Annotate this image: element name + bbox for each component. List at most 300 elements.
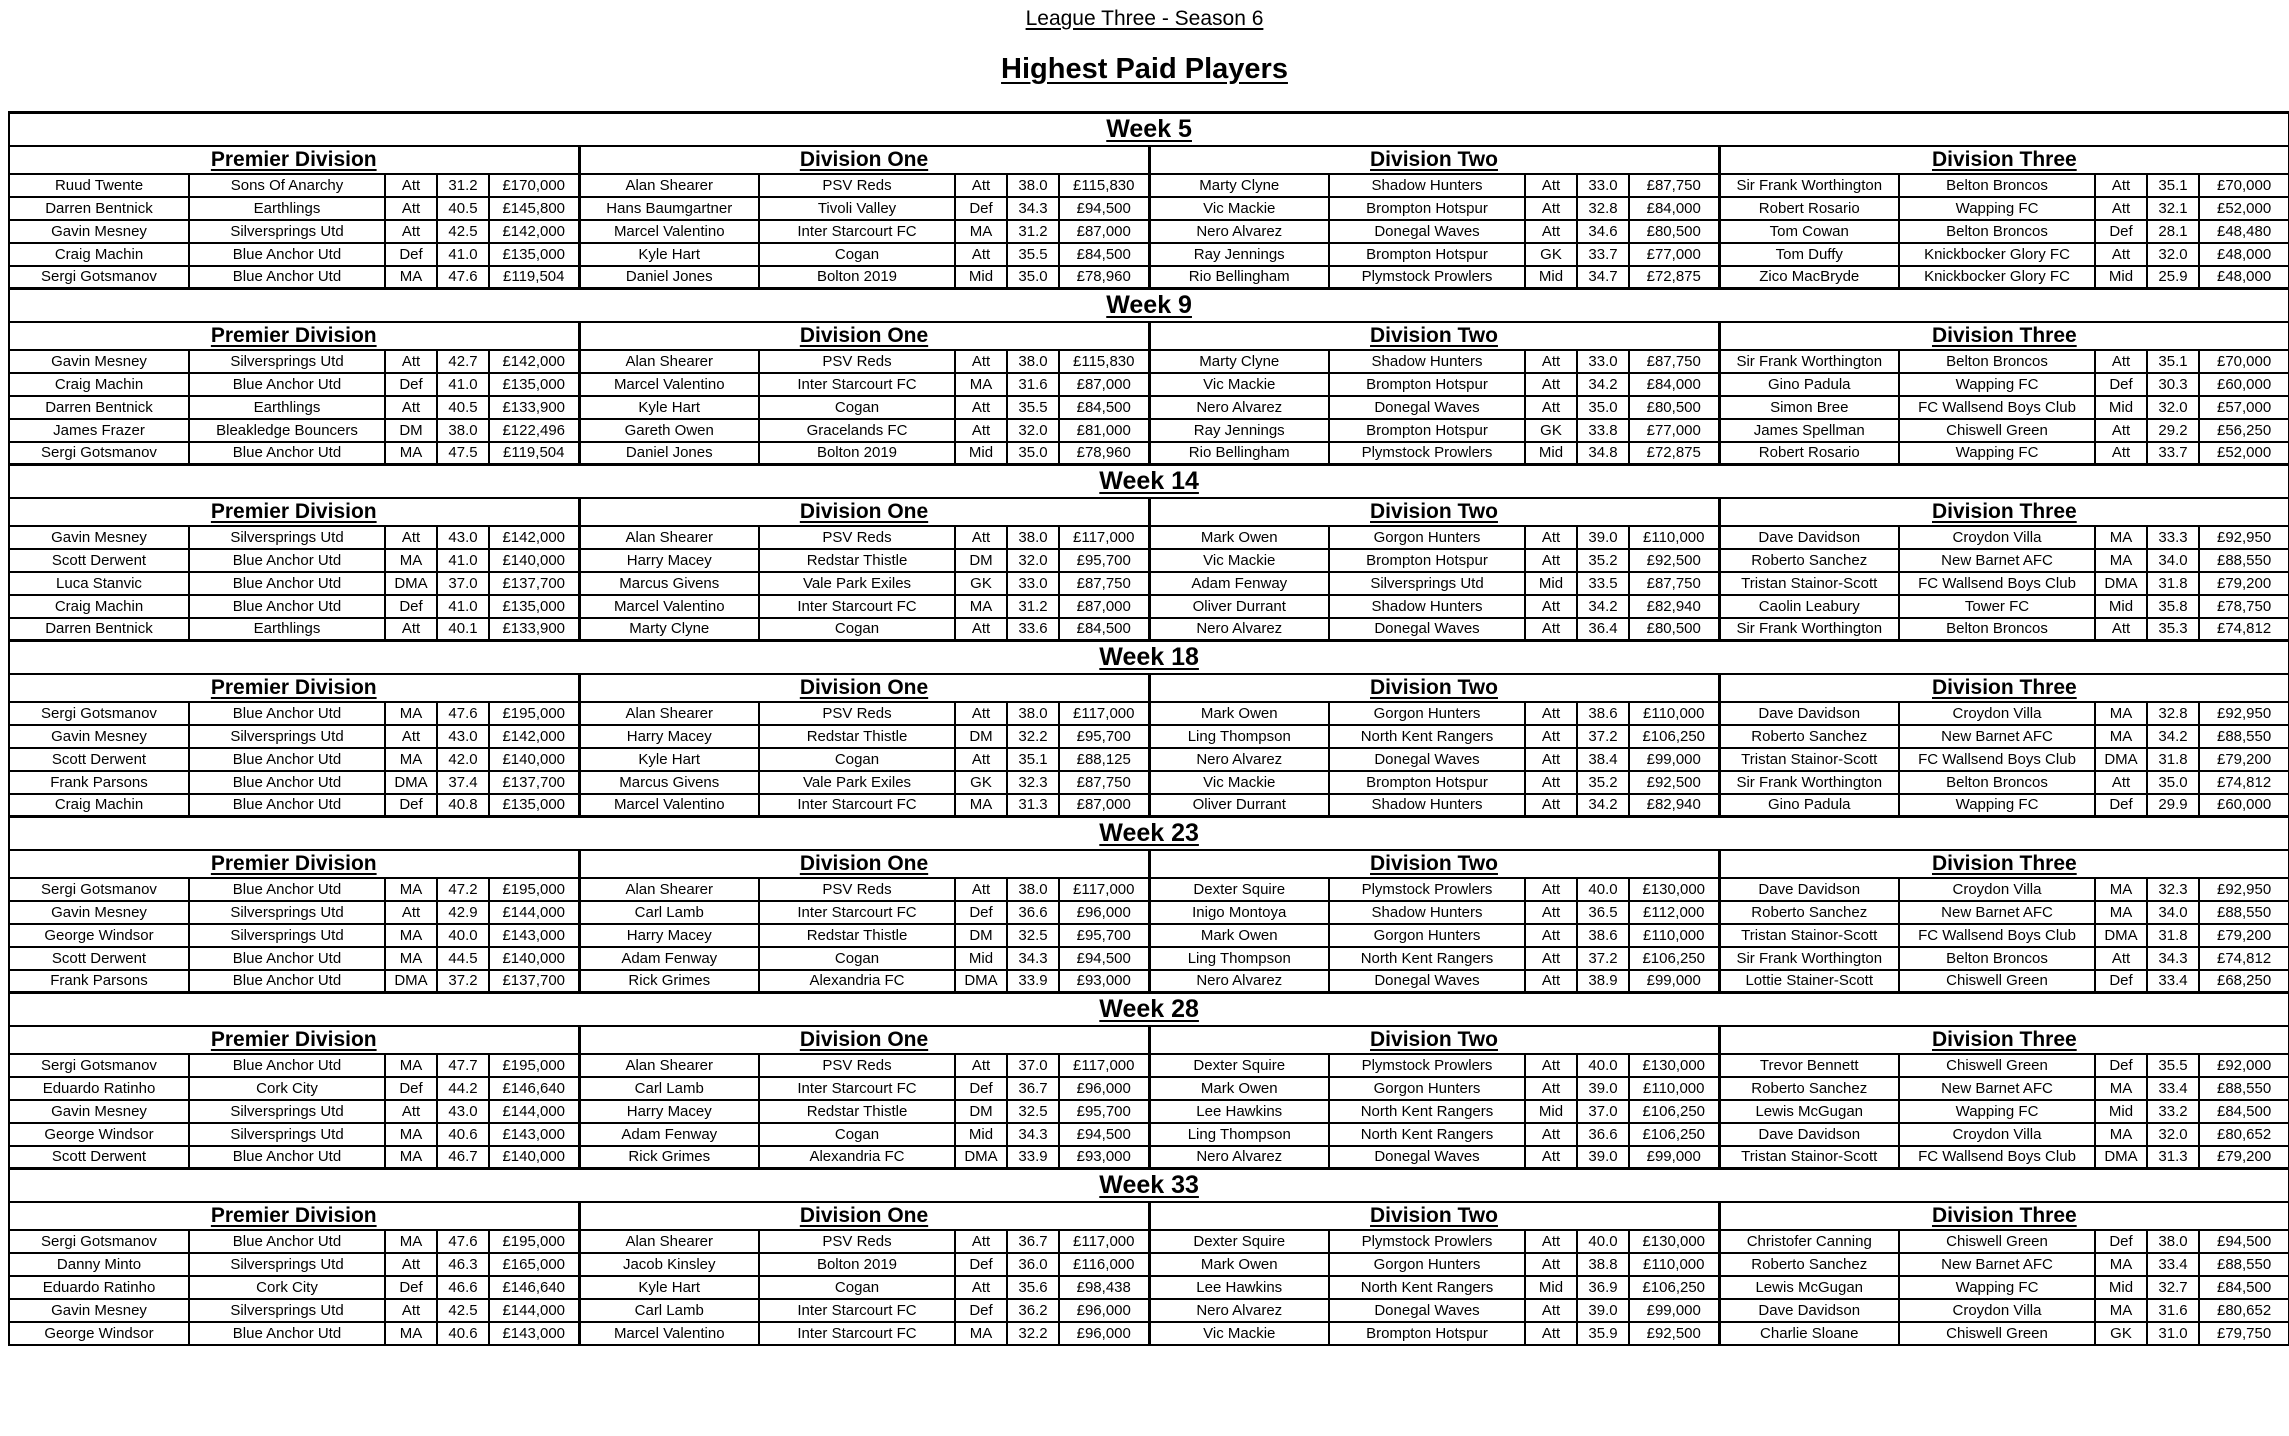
player-name-cell: Tom Cowan bbox=[1719, 220, 1899, 243]
player-name-cell: Ling Thompson bbox=[1149, 947, 1329, 970]
player-row bbox=[9, 1100, 2289, 1123]
club-cell: Croydon Villa bbox=[1899, 1299, 2095, 1322]
club-cell: Gorgon Hunters bbox=[1329, 526, 1525, 549]
position-cell: Mid bbox=[955, 947, 1007, 970]
player-name-cell: Craig Machin bbox=[9, 373, 189, 396]
position-cell: Att bbox=[1525, 526, 1577, 549]
wage-cell: £110,000 bbox=[1629, 526, 1719, 549]
player-name-cell: Tristan Stainor-Scott bbox=[1719, 572, 1899, 595]
club-cell: Plymstock Prowlers bbox=[1329, 442, 1525, 465]
age-cell: 31.6 bbox=[2147, 1299, 2199, 1322]
club-cell: Donegal Waves bbox=[1329, 1146, 1525, 1169]
player-name-cell: Adam Fenway bbox=[579, 1123, 759, 1146]
wage-cell: £140,000 bbox=[489, 748, 579, 771]
player-name-cell: Charlie Sloane bbox=[1719, 1322, 1899, 1345]
position-cell: Def bbox=[955, 1077, 1007, 1100]
club-cell: PSV Reds bbox=[759, 526, 955, 549]
wage-cell: £84,500 bbox=[1059, 243, 1149, 266]
age-cell: 33.7 bbox=[2147, 442, 2199, 465]
wage-cell: £133,900 bbox=[489, 396, 579, 419]
position-cell: Att bbox=[1525, 794, 1577, 817]
age-cell: 38.0 bbox=[1007, 526, 1059, 549]
position-cell: Mid bbox=[955, 266, 1007, 289]
wage-cell: £99,000 bbox=[1629, 1146, 1719, 1169]
club-cell: Gorgon Hunters bbox=[1329, 702, 1525, 725]
player-name-cell: Alan Shearer bbox=[579, 350, 759, 373]
player-name-cell: Ling Thompson bbox=[1149, 725, 1329, 748]
club-cell: Silversprings Utd bbox=[189, 1123, 385, 1146]
wage-cell: £70,000 bbox=[2199, 350, 2289, 373]
position-cell: Att bbox=[385, 350, 437, 373]
club-cell: Earthlings bbox=[189, 396, 385, 419]
player-name-cell: Marty Clyne bbox=[1149, 350, 1329, 373]
wage-cell: £84,500 bbox=[1059, 618, 1149, 641]
age-cell: 42.5 bbox=[437, 220, 489, 243]
division-header bbox=[579, 1026, 1149, 1054]
position-cell: DMA bbox=[385, 771, 437, 794]
age-cell: 37.2 bbox=[1577, 947, 1629, 970]
player-row bbox=[9, 442, 2289, 465]
age-cell: 32.0 bbox=[2147, 1123, 2199, 1146]
division-header-label: Division Three bbox=[1932, 1027, 2077, 1051]
wage-cell: £87,750 bbox=[1629, 350, 1719, 373]
wage-cell: £146,640 bbox=[489, 1276, 579, 1299]
wage-cell: £93,000 bbox=[1059, 1146, 1149, 1169]
wage-cell: £87,000 bbox=[1059, 794, 1149, 817]
player-name-cell: George Windsor bbox=[9, 1322, 189, 1345]
division-header-label: Division Two bbox=[1370, 1203, 1498, 1227]
player-name-cell: Sergi Gotsmanov bbox=[9, 702, 189, 725]
player-row bbox=[9, 618, 2289, 641]
player-name-cell: Carl Lamb bbox=[579, 1077, 759, 1100]
wage-cell: £96,000 bbox=[1059, 1322, 1149, 1345]
club-cell: New Barnet AFC bbox=[1899, 1077, 2095, 1100]
document-subtitle-wrap bbox=[0, 31, 2289, 86]
division-header bbox=[579, 322, 1149, 350]
week-title-row bbox=[9, 289, 2289, 322]
wage-cell: £130,000 bbox=[1629, 1054, 1719, 1077]
club-cell: North Kent Rangers bbox=[1329, 1100, 1525, 1123]
position-cell: Def bbox=[2095, 970, 2147, 993]
position-cell: MA bbox=[2095, 526, 2147, 549]
age-cell: 33.0 bbox=[1577, 350, 1629, 373]
player-name-cell: Harry Macey bbox=[579, 924, 759, 947]
player-name-cell: Dave Davidson bbox=[1719, 702, 1899, 725]
division-header-label: Division Two bbox=[1370, 675, 1498, 699]
position-cell: Att bbox=[385, 197, 437, 220]
player-name-cell: Lee Hawkins bbox=[1149, 1276, 1329, 1299]
position-cell: MA bbox=[385, 1123, 437, 1146]
club-cell: Redstar Thistle bbox=[759, 924, 955, 947]
club-cell: North Kent Rangers bbox=[1329, 725, 1525, 748]
club-cell: Inter Starcourt FC bbox=[759, 220, 955, 243]
player-name-cell: Eduardo Ratinho bbox=[9, 1276, 189, 1299]
age-cell: 32.1 bbox=[2147, 197, 2199, 220]
wage-cell: £112,000 bbox=[1629, 901, 1719, 924]
club-cell: Blue Anchor Utd bbox=[189, 1322, 385, 1345]
age-cell: 32.0 bbox=[2147, 243, 2199, 266]
age-cell: 35.0 bbox=[2147, 771, 2199, 794]
player-name-cell: Gareth Owen bbox=[579, 419, 759, 442]
wage-cell: £142,000 bbox=[489, 220, 579, 243]
club-cell: Blue Anchor Utd bbox=[189, 1054, 385, 1077]
division-header-row bbox=[9, 674, 2289, 702]
wage-cell: £87,750 bbox=[1059, 771, 1149, 794]
player-name-cell: Tom Duffy bbox=[1719, 243, 1899, 266]
age-cell: 41.0 bbox=[437, 595, 489, 618]
week-title bbox=[9, 817, 2289, 850]
club-cell: Brompton Hotspur bbox=[1329, 243, 1525, 266]
position-cell: Mid bbox=[1525, 572, 1577, 595]
club-cell: Shadow Hunters bbox=[1329, 595, 1525, 618]
age-cell: 32.8 bbox=[1577, 197, 1629, 220]
age-cell: 33.8 bbox=[1577, 419, 1629, 442]
player-name-cell: George Windsor bbox=[9, 924, 189, 947]
week-title-label: Week 33 bbox=[1099, 1170, 1199, 1199]
position-cell: Def bbox=[385, 1276, 437, 1299]
wage-cell: £106,250 bbox=[1629, 1100, 1719, 1123]
club-cell: FC Wallsend Boys Club bbox=[1899, 572, 2095, 595]
player-name-cell: Lewis McGugan bbox=[1719, 1276, 1899, 1299]
position-cell: Att bbox=[2095, 618, 2147, 641]
wage-cell: £115,830 bbox=[1059, 174, 1149, 197]
position-cell: Def bbox=[955, 197, 1007, 220]
age-cell: 32.2 bbox=[1007, 725, 1059, 748]
position-cell: Att bbox=[2095, 947, 2147, 970]
club-cell: Alexandria FC bbox=[759, 970, 955, 993]
age-cell: 32.0 bbox=[2147, 396, 2199, 419]
player-name-cell: Ray Jennings bbox=[1149, 243, 1329, 266]
player-name-cell: Tristan Stainor-Scott bbox=[1719, 924, 1899, 947]
wage-cell: £99,000 bbox=[1629, 970, 1719, 993]
club-cell: Chiswell Green bbox=[1899, 1054, 2095, 1077]
position-cell: MA bbox=[385, 442, 437, 465]
club-cell: Shadow Hunters bbox=[1329, 350, 1525, 373]
position-cell: Mid bbox=[1525, 1276, 1577, 1299]
club-cell: Belton Broncos bbox=[1899, 174, 2095, 197]
player-name-cell: Hans Baumgartner bbox=[579, 197, 759, 220]
club-cell: Inter Starcourt FC bbox=[759, 595, 955, 618]
player-name-cell: Alan Shearer bbox=[579, 702, 759, 725]
wage-cell: £144,000 bbox=[489, 1299, 579, 1322]
age-cell: 35.0 bbox=[1007, 442, 1059, 465]
week-title-row bbox=[9, 465, 2289, 498]
player-name-cell: Lottie Stainer-Scott bbox=[1719, 970, 1899, 993]
age-cell: 31.3 bbox=[1007, 794, 1059, 817]
player-name-cell: Roberto Sanchez bbox=[1719, 725, 1899, 748]
position-cell: Att bbox=[955, 526, 1007, 549]
club-cell: Inter Starcourt FC bbox=[759, 794, 955, 817]
division-header bbox=[1719, 146, 2289, 174]
player-name-cell: Scott Derwent bbox=[9, 947, 189, 970]
week-title-row bbox=[9, 1169, 2289, 1202]
division-header-label: Premier Division bbox=[210, 851, 377, 875]
division-header bbox=[9, 850, 579, 878]
player-name-cell: Luca Stanvic bbox=[9, 572, 189, 595]
club-cell: Silversprings Utd bbox=[189, 1253, 385, 1276]
position-cell: DM bbox=[385, 419, 437, 442]
position-cell: Att bbox=[385, 1100, 437, 1123]
player-row bbox=[9, 970, 2289, 993]
player-name-cell: Nero Alvarez bbox=[1149, 748, 1329, 771]
club-cell: FC Wallsend Boys Club bbox=[1899, 396, 2095, 419]
player-name-cell: Vic Mackie bbox=[1149, 197, 1329, 220]
club-cell: PSV Reds bbox=[759, 350, 955, 373]
position-cell: Att bbox=[2095, 419, 2147, 442]
player-row bbox=[9, 350, 2289, 373]
division-header bbox=[1719, 498, 2289, 526]
wage-cell: £119,504 bbox=[489, 442, 579, 465]
player-name-cell: Roberto Sanchez bbox=[1719, 549, 1899, 572]
position-cell: MA bbox=[2095, 1077, 2147, 1100]
division-header-label: Division Three bbox=[1932, 323, 2077, 347]
position-cell: Def bbox=[2095, 373, 2147, 396]
player-name-cell: Roberto Sanchez bbox=[1719, 1253, 1899, 1276]
week-title bbox=[9, 465, 2289, 498]
player-name-cell: Alan Shearer bbox=[579, 174, 759, 197]
position-cell: Att bbox=[1525, 924, 1577, 947]
week-title-label: Week 9 bbox=[1106, 290, 1192, 319]
position-cell: Mid bbox=[955, 442, 1007, 465]
age-cell: 32.0 bbox=[1007, 419, 1059, 442]
wage-cell: £106,250 bbox=[1629, 947, 1719, 970]
division-header bbox=[9, 146, 579, 174]
player-name-cell: Darren Bentnick bbox=[9, 197, 189, 220]
position-cell: DM bbox=[955, 1100, 1007, 1123]
club-cell: Bleakledge Bouncers bbox=[189, 419, 385, 442]
age-cell: 47.2 bbox=[437, 878, 489, 901]
wage-cell: £48,000 bbox=[2199, 266, 2289, 289]
club-cell: Cogan bbox=[759, 1123, 955, 1146]
club-cell: Shadow Hunters bbox=[1329, 174, 1525, 197]
position-cell: Att bbox=[1525, 1253, 1577, 1276]
week-title-label: Week 5 bbox=[1106, 114, 1192, 143]
player-name-cell: Eduardo Ratinho bbox=[9, 1077, 189, 1100]
division-header-label: Division One bbox=[799, 147, 929, 171]
wage-cell: £110,000 bbox=[1629, 1077, 1719, 1100]
club-cell: New Barnet AFC bbox=[1899, 549, 2095, 572]
age-cell: 46.7 bbox=[437, 1146, 489, 1169]
position-cell: DMA bbox=[385, 572, 437, 595]
wage-cell: £94,500 bbox=[2199, 1230, 2289, 1253]
wage-cell: £92,950 bbox=[2199, 702, 2289, 725]
wage-cell: £135,000 bbox=[489, 794, 579, 817]
document-header bbox=[0, 0, 2289, 31]
player-row bbox=[9, 373, 2289, 396]
age-cell: 38.0 bbox=[1007, 702, 1059, 725]
club-cell: Brompton Hotspur bbox=[1329, 197, 1525, 220]
position-cell: Att bbox=[2095, 442, 2147, 465]
club-cell: Knickbocker Glory FC bbox=[1899, 243, 2095, 266]
age-cell: 38.0 bbox=[1007, 350, 1059, 373]
position-cell: MA bbox=[385, 947, 437, 970]
player-name-cell: Carl Lamb bbox=[579, 1299, 759, 1322]
player-name-cell: Rick Grimes bbox=[579, 1146, 759, 1169]
wage-cell: £96,000 bbox=[1059, 1299, 1149, 1322]
player-name-cell: Sir Frank Worthington bbox=[1719, 771, 1899, 794]
position-cell: DM bbox=[955, 924, 1007, 947]
age-cell: 34.2 bbox=[1577, 794, 1629, 817]
club-cell: Cogan bbox=[759, 1276, 955, 1299]
age-cell: 34.6 bbox=[1577, 220, 1629, 243]
position-cell: Att bbox=[385, 725, 437, 748]
player-name-cell: Sir Frank Worthington bbox=[1719, 350, 1899, 373]
player-row bbox=[9, 419, 2289, 442]
wage-cell: £195,000 bbox=[489, 1230, 579, 1253]
age-cell: 38.0 bbox=[1007, 174, 1059, 197]
wage-cell: £52,000 bbox=[2199, 197, 2289, 220]
club-cell: Brompton Hotspur bbox=[1329, 771, 1525, 794]
wage-cell: £84,000 bbox=[1629, 373, 1719, 396]
division-header bbox=[1149, 1202, 1719, 1230]
division-header-row bbox=[9, 1026, 2289, 1054]
club-cell: Donegal Waves bbox=[1329, 748, 1525, 771]
wage-cell: £80,652 bbox=[2199, 1123, 2289, 1146]
position-cell: DMA bbox=[2095, 924, 2147, 947]
position-cell: Att bbox=[955, 1230, 1007, 1253]
wage-cell: £88,550 bbox=[2199, 1253, 2289, 1276]
player-name-cell: Jacob Kinsley bbox=[579, 1253, 759, 1276]
club-cell: Silversprings Utd bbox=[189, 725, 385, 748]
division-header bbox=[1149, 498, 1719, 526]
wage-cell: £106,250 bbox=[1629, 725, 1719, 748]
wage-cell: £99,000 bbox=[1629, 1299, 1719, 1322]
wage-cell: £92,500 bbox=[1629, 549, 1719, 572]
player-name-cell: James Frazer bbox=[9, 419, 189, 442]
division-header bbox=[579, 674, 1149, 702]
player-name-cell: Daniel Jones bbox=[579, 266, 759, 289]
player-name-cell: Vic Mackie bbox=[1149, 549, 1329, 572]
division-header-label: Division Two bbox=[1370, 147, 1498, 171]
player-name-cell: Darren Bentnick bbox=[9, 396, 189, 419]
position-cell: Att bbox=[385, 396, 437, 419]
page-title: League Three - Season 6 bbox=[1025, 7, 1264, 30]
position-cell: GK bbox=[955, 572, 1007, 595]
age-cell: 32.8 bbox=[2147, 702, 2199, 725]
position-cell: MA bbox=[385, 1230, 437, 1253]
position-cell: GK bbox=[2095, 1322, 2147, 1345]
division-header bbox=[9, 1026, 579, 1054]
wage-cell: £79,200 bbox=[2199, 748, 2289, 771]
age-cell: 31.2 bbox=[437, 174, 489, 197]
position-cell: DMA bbox=[385, 970, 437, 993]
wage-cell: £88,550 bbox=[2199, 725, 2289, 748]
age-cell: 47.6 bbox=[437, 266, 489, 289]
division-header-label: Division One bbox=[799, 851, 929, 875]
wage-cell: £133,900 bbox=[489, 618, 579, 641]
player-name-cell: Vic Mackie bbox=[1149, 373, 1329, 396]
club-cell: Wapping FC bbox=[1899, 794, 2095, 817]
club-cell: Silversprings Utd bbox=[189, 220, 385, 243]
wage-cell: £122,496 bbox=[489, 419, 579, 442]
club-cell: Inter Starcourt FC bbox=[759, 1077, 955, 1100]
age-cell: 33.0 bbox=[1007, 572, 1059, 595]
position-cell: Att bbox=[2095, 771, 2147, 794]
club-cell: Wapping FC bbox=[1899, 1100, 2095, 1123]
position-cell: Def bbox=[2095, 1054, 2147, 1077]
club-cell: Blue Anchor Utd bbox=[189, 748, 385, 771]
division-header-label: Premier Division bbox=[210, 323, 377, 347]
age-cell: 33.7 bbox=[1577, 243, 1629, 266]
position-cell: MA bbox=[955, 1322, 1007, 1345]
wage-cell: £88,550 bbox=[2199, 1077, 2289, 1100]
player-name-cell: Simon Bree bbox=[1719, 396, 1899, 419]
club-cell: Inter Starcourt FC bbox=[759, 1299, 955, 1322]
player-row bbox=[9, 1054, 2289, 1077]
position-cell: Def bbox=[955, 1299, 1007, 1322]
age-cell: 32.2 bbox=[1007, 1322, 1059, 1345]
player-row bbox=[9, 1253, 2289, 1276]
division-header bbox=[1719, 1202, 2289, 1230]
age-cell: 33.3 bbox=[2147, 526, 2199, 549]
wage-cell: £77,000 bbox=[1629, 243, 1719, 266]
age-cell: 40.6 bbox=[437, 1123, 489, 1146]
age-cell: 31.8 bbox=[2147, 572, 2199, 595]
age-cell: 37.2 bbox=[437, 970, 489, 993]
player-row bbox=[9, 1276, 2289, 1299]
age-cell: 35.5 bbox=[1007, 243, 1059, 266]
position-cell: Att bbox=[955, 1054, 1007, 1077]
age-cell: 33.9 bbox=[1007, 970, 1059, 993]
player-name-cell: Lee Hawkins bbox=[1149, 1100, 1329, 1123]
wage-cell: £80,500 bbox=[1629, 618, 1719, 641]
wage-cell: £96,000 bbox=[1059, 901, 1149, 924]
wage-cell: £117,000 bbox=[1059, 526, 1149, 549]
age-cell: 33.6 bbox=[1007, 618, 1059, 641]
position-cell: Att bbox=[1525, 549, 1577, 572]
age-cell: 38.0 bbox=[2147, 1230, 2199, 1253]
position-cell: Att bbox=[1525, 748, 1577, 771]
wage-cell: £143,000 bbox=[489, 1322, 579, 1345]
player-name-cell: Nero Alvarez bbox=[1149, 220, 1329, 243]
age-cell: 34.0 bbox=[2147, 549, 2199, 572]
age-cell: 33.5 bbox=[1577, 572, 1629, 595]
club-cell: Blue Anchor Utd bbox=[189, 771, 385, 794]
player-row bbox=[9, 595, 2289, 618]
age-cell: 30.3 bbox=[2147, 373, 2199, 396]
position-cell: Mid bbox=[2095, 266, 2147, 289]
club-cell: Bolton 2019 bbox=[759, 1253, 955, 1276]
wage-cell: £130,000 bbox=[1629, 878, 1719, 901]
player-name-cell: Dexter Squire bbox=[1149, 1054, 1329, 1077]
wage-cell: £74,812 bbox=[2199, 618, 2289, 641]
wage-cell: £142,000 bbox=[489, 350, 579, 373]
age-cell: 36.5 bbox=[1577, 901, 1629, 924]
club-cell: Blue Anchor Utd bbox=[189, 794, 385, 817]
age-cell: 40.5 bbox=[437, 396, 489, 419]
wage-cell: £87,750 bbox=[1059, 572, 1149, 595]
player-name-cell: Nero Alvarez bbox=[1149, 1146, 1329, 1169]
division-header-label: Division One bbox=[799, 1203, 929, 1227]
wage-cell: £99,000 bbox=[1629, 748, 1719, 771]
position-cell: Def bbox=[385, 1077, 437, 1100]
position-cell: MA bbox=[385, 549, 437, 572]
player-name-cell: Carl Lamb bbox=[579, 901, 759, 924]
wage-cell: £78,960 bbox=[1059, 442, 1149, 465]
wage-cell: £94,500 bbox=[1059, 197, 1149, 220]
age-cell: 41.0 bbox=[437, 243, 489, 266]
age-cell: 36.0 bbox=[1007, 1253, 1059, 1276]
club-cell: Cogan bbox=[759, 243, 955, 266]
division-header-label: Division Three bbox=[1932, 851, 2077, 875]
age-cell: 34.8 bbox=[1577, 442, 1629, 465]
position-cell: DMA bbox=[2095, 748, 2147, 771]
age-cell: 36.9 bbox=[1577, 1276, 1629, 1299]
wage-cell: £92,500 bbox=[1629, 1322, 1719, 1345]
position-cell: MA bbox=[385, 924, 437, 947]
age-cell: 36.6 bbox=[1577, 1123, 1629, 1146]
player-name-cell: Harry Macey bbox=[579, 549, 759, 572]
